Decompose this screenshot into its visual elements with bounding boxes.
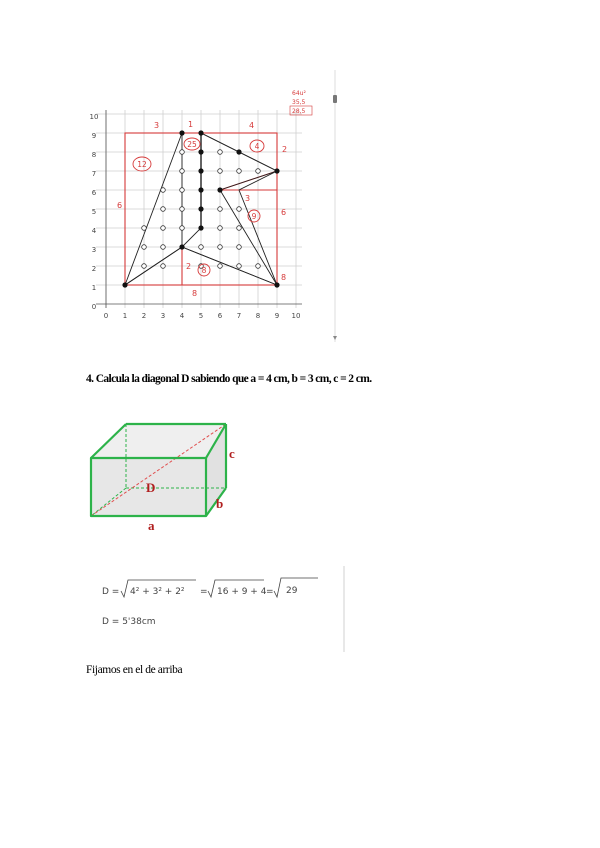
y-tick: 2 (91, 265, 97, 273)
svg-text:16 + 9 + 4: 16 + 9 + 4 (217, 587, 267, 597)
y-tick: 9 (91, 132, 97, 140)
svg-text:6: 6 (281, 208, 287, 217)
svg-text:25: 25 (187, 140, 197, 149)
x-tick: 3 (160, 312, 166, 320)
x-tick: 10 (291, 312, 301, 320)
y-tick: 5 (91, 208, 97, 216)
label-c: c (229, 446, 235, 461)
label-b: b (216, 496, 224, 511)
y-tick: 3 (91, 246, 97, 254)
y-tick-labels (90, 113, 99, 311)
svg-text:2: 2 (186, 262, 192, 271)
y-tick: 6 (91, 189, 97, 197)
question-4: 4. Calcula la diagonal D sabiendo que a = 4 cm, b = 3 cm, c = 2 cm. (86, 373, 372, 385)
svg-text:35,5: 35,5 (292, 99, 306, 106)
x-tick-labels (104, 312, 301, 320)
svg-text:12: 12 (137, 160, 147, 169)
box-figure (86, 418, 246, 538)
solution-line-2: D = 5'38cm (102, 617, 156, 627)
y-tick: 1 (91, 284, 97, 292)
x-tick: 4 (179, 312, 185, 320)
grid-figure (82, 70, 338, 342)
svg-text:8: 8 (201, 266, 207, 275)
svg-text:=: = (200, 587, 208, 597)
solution-line-1 (102, 578, 318, 597)
note-text: Fijamos en el de arriba (86, 664, 183, 676)
svg-text:2: 2 (282, 145, 288, 154)
svg-text:D =: D = (102, 587, 120, 597)
corner-calculation (292, 90, 306, 115)
solution-panel (96, 566, 346, 652)
svg-text:9: 9 (251, 212, 257, 221)
y-tick: 7 (91, 170, 97, 178)
y-tick: 8 (91, 151, 97, 159)
svg-text:8: 8 (281, 273, 287, 282)
y-tick: 10 (89, 113, 99, 121)
svg-text:6: 6 (117, 201, 123, 210)
x-tick: 5 (198, 312, 204, 320)
circled-marks (133, 138, 264, 276)
x-tick: 1 (122, 312, 128, 320)
y-tick: 4 (91, 227, 97, 235)
x-tick: 2 (141, 312, 147, 320)
viewer-scrollbar[interactable] (333, 70, 337, 342)
x-tick: 6 (217, 312, 223, 320)
svg-text:3: 3 (154, 121, 160, 130)
scroll-down-arrow[interactable] (333, 336, 337, 340)
svg-text:4: 4 (249, 121, 255, 130)
svg-text:8: 8 (192, 289, 198, 298)
svg-text:=: = (266, 587, 274, 597)
circled-numbers (137, 140, 259, 275)
label-a: a (148, 518, 155, 533)
svg-text:29: 29 (286, 586, 298, 596)
x-tick: 9 (274, 312, 280, 320)
label-d: D (146, 480, 156, 495)
x-tick: 7 (236, 312, 242, 320)
svg-text:4: 4 (254, 142, 260, 151)
svg-text:4² + 3² + 2²: 4² + 3² + 2² (130, 587, 185, 597)
svg-text:3: 3 (245, 194, 251, 203)
svg-text:1: 1 (188, 120, 194, 129)
x-tick: 8 (255, 312, 261, 320)
scrollbar-thumb[interactable] (333, 95, 337, 103)
y-tick: 0 (91, 303, 97, 311)
x-tick: 0 (103, 312, 109, 320)
svg-text:64u²: 64u² (292, 90, 306, 97)
box-top-face (91, 424, 226, 458)
svg-text:28,5: 28,5 (292, 108, 306, 115)
